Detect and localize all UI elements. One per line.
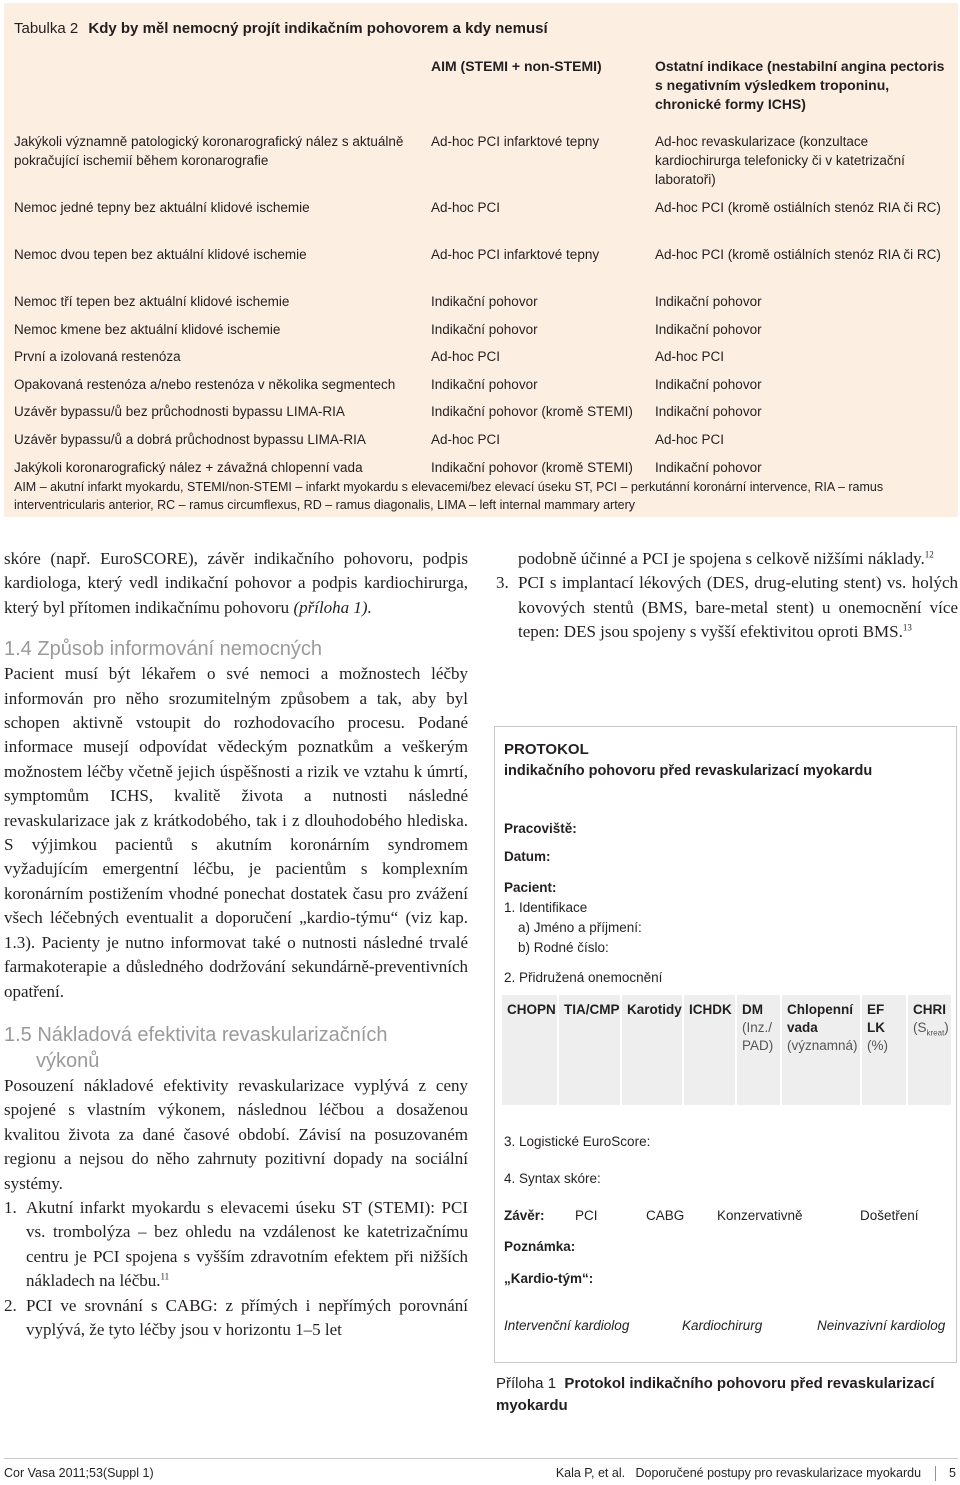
list-item-number: 3.	[496, 573, 509, 593]
table-row	[14, 402, 954, 430]
grid-cell-karotidy	[622, 995, 684, 1105]
table-caption-title: Kdy by měl nemocný projít indikačním pohovorem a kdy nemusí	[88, 20, 548, 37]
field-pracoviste: Pracoviště:	[504, 821, 577, 836]
protocol-title: PROTOKOL	[504, 741, 589, 758]
intro-appendix-ref: (příloha 1).	[293, 597, 372, 617]
grid-label: CHOPN	[507, 1002, 556, 1017]
grid-label: EF LK	[867, 1002, 885, 1035]
table-header-aim: AIM (STEMI + non-STEMI)	[431, 58, 602, 74]
field-rodne-cislo: b) Rodné číslo:	[518, 940, 609, 955]
grid-cell-ichdk	[684, 995, 737, 1105]
reference-number: 11	[160, 1271, 170, 1282]
zaver-option-cabg: CABG	[646, 1208, 685, 1223]
grid-cell-chopn	[502, 995, 559, 1105]
table-cell-other: Indikační pohovor	[655, 321, 762, 337]
table-header-other: Ostatní indikace (nestabilní angina pectoris s negativním výsledkem troponinu, chronické formy ICHS)	[655, 58, 945, 112]
footer-authors: Kala P, et al.	[555, 1466, 626, 1480]
list-item	[4, 1196, 468, 1294]
section-1-4-paragraph: Pacient musí být lékařem o své nemoci a možnostech léčby informován pro něho srozumitelným způsobem a tak, aby byl schopen aktivně vstoupit do rozhodovacího procesu. Podané informace musejí odpovídat vědeckým poznatkům a veškerým možnostem léčby včetně jejich úspěšnosti a rizik ve vztahu k úmrtí, symptomům ICHS, kvalitě života a nutnosti následné revaskularizace jak z krátkodobého, tak i z dlouhodobého hlediska. S výjimkou pacientů s akutním koronárním syndromem vyžadujícím emergentní léčbu, je pacientům s komplexním koronárním postižením vhodné ponechat dostatek času pro zvážení všech léčebných eventualit a doporučení „kardio-týmu“ (viz kap. 1.3). Pacienty je nutno informovat také o nutnosti následné trvalé farmakoterapie a důsledného dodržování sekundárně-preventivních opatření.	[4, 664, 468, 1001]
field-pacient: Pacient:	[504, 880, 557, 895]
grid-cell-dm	[737, 995, 782, 1105]
section-1-5-paragraph: Posouzení nákladové efektivity revaskularizace vyplývá z ceny spojené s vlastním výkonem, následnou léčbou a dosaženou kvalitou života za dané časové období. Závisí na posuzovaném regionu a nejsou do něho zahrnuty pozitivní dopady na sociální systémy.	[4, 1075, 468, 1193]
table-cell-finding: Nemoc kmene bez aktuální klidové ischemie	[14, 321, 281, 337]
section-heading-1-5: 1.5 Nákladová efektivita revaskularizačních	[4, 1023, 388, 1046]
list-item-text: Akutní infarkt myokardu s elevacemi úseku ST (STEMI): PCI vs. trombolýza – bez ohledu na vzdálenost ke katetrizačnímu centru je PCI spojena s vyšším zdravotním efektem při nižších nákladech na léčbu.	[26, 1197, 468, 1291]
table-caption	[14, 20, 548, 37]
list-item-text: PCI ve srovnání s CABG: z přímých i nepřímých porovnání vyplývá, že tyto léčby jsou v horizontu 1–5 let	[26, 1295, 468, 1339]
grid-cell-eflk	[862, 995, 908, 1105]
table-cell-finding: Jakýkoli významně patologický koronarografický nález s aktuálně pokračující ischemií během koronarografie	[14, 134, 404, 168]
field-zaver: Závěr:	[504, 1208, 545, 1223]
table-cell-aim: Ad-hoc PCI	[431, 349, 501, 365]
zaver-option-konzervativne: Konzervativně	[717, 1208, 803, 1223]
table-row	[14, 292, 954, 320]
table-cell-other: Ad-hoc revaskularizace (konzultace kardiochirurga telefonicky či v katetrizační laboratoři)	[655, 134, 905, 187]
appendix-label: Příloha 1	[496, 1375, 557, 1392]
table-cell-finding: Uzávěr bypassu/ů a dobrá průchodnost bypassu LIMA-RIA	[14, 431, 366, 447]
grid-sublabel-part: (S	[913, 1020, 927, 1035]
grid-label: DM	[742, 1002, 763, 1017]
table-row	[14, 347, 954, 375]
field-identifikace: 1. Identifikace	[504, 900, 588, 915]
table-cell-finding: Nemoc jedné tepny bez aktuální klidové ischemie	[14, 200, 310, 215]
table-caption-label: Tabulka 2	[14, 20, 79, 37]
zaver-option-pci: PCI	[575, 1208, 598, 1223]
role-intervencni-kardiolog: Intervenční kardiolog	[504, 1318, 630, 1333]
role-neinvazivni-kardiolog: Neinvazivní kardiolog	[817, 1318, 946, 1333]
table-cell-aim: Indikační pohovor	[431, 376, 538, 392]
footer-divider	[4, 1458, 958, 1459]
field-poznamka: Poznámka:	[504, 1239, 576, 1254]
grid-cell-chlopenni	[782, 995, 862, 1105]
table-cell-finding: Uzávěr bypassu/ů bez průchodnosti bypassu LIMA-RIA	[14, 404, 345, 420]
table-row	[14, 430, 954, 458]
table-cell-other: Indikační pohovor	[655, 376, 762, 392]
zaver-option-doseteni: Došetření	[860, 1208, 919, 1223]
grid-sublabel: (významná)	[787, 1038, 858, 1053]
table-cell-aim: Ad-hoc PCI infarktové tepny	[431, 247, 600, 262]
field-kardio-tym: „Kardio-tým“:	[504, 1271, 594, 1286]
table-row	[14, 320, 954, 348]
grid-sublabel-part: )	[944, 1020, 949, 1035]
table-legend: AIM – akutní infarkt myokardu, STEMI/non-STEMI – infarkt myokardu s elevacemi/bez elevací úseku ST, PCI – perkutánní koronární intervence, RIA – ramus interventricularis anterior, RC – ramus circumflexus, RD – ramus diagonalis, LIMA – left internal mammary artery	[14, 480, 884, 512]
table-cell-other: Ad-hoc PCI (kromě ostiálních stenóz RIA či RC)	[655, 200, 941, 215]
table-row	[14, 375, 954, 403]
grid-label: TIA/CMP	[564, 1002, 620, 1017]
grid-cell-tia	[559, 995, 622, 1105]
footer-citation	[556, 1466, 956, 1481]
table-cell-other: Indikační pohovor	[655, 459, 762, 475]
appendix-title: Protokol indikačního pohovoru před revaskularizací myokardu	[496, 1375, 935, 1414]
table-cell-finding: Opakovaná restenóza a/nebo restenóza v několika segmentech	[14, 376, 396, 392]
table-cell-finding: Jakýkoli koronarografický nález + závažná chlopenní vada	[14, 459, 363, 475]
table-cell-aim: Indikační pohovor	[431, 294, 538, 309]
grid-sublabel-subscript: kreat	[926, 1028, 945, 1038]
list-item-text: podobně účinné a PCI je spojena s celkově nižšími náklady.	[518, 549, 925, 568]
table-cell-finding: Nemoc dvou tepen bez aktuální klidové ischemie	[14, 247, 307, 262]
field-jmeno: a) Jméno a příjmení:	[518, 920, 642, 935]
footer-journal: Cor Vasa 2011;53(Suppl 1)	[4, 1466, 154, 1480]
reference-number: 12	[924, 549, 934, 560]
table-cell-aim: Indikační pohovor (kromě STEMI)	[431, 404, 633, 420]
table-cell-other: Ad-hoc PCI	[655, 431, 725, 447]
table-cell-aim: Indikační pohovor (kromě STEMI)	[431, 459, 633, 475]
grid-sublabel: (Inz./ PAD)	[742, 1020, 774, 1053]
list-item	[4, 1294, 468, 1343]
section-heading-1-4: 1.4 Způsob informování nemocných	[4, 638, 322, 661]
indication-table	[14, 57, 954, 485]
table-cell-aim: Ad-hoc PCI	[431, 431, 501, 447]
intro-paragraph	[4, 547, 468, 620]
table-cell-aim: Indikační pohovor	[431, 321, 538, 337]
table-cell-other: Indikační pohovor	[655, 294, 762, 309]
list-item	[496, 571, 958, 644]
field-syntax: 4. Syntax skóre:	[504, 1171, 601, 1186]
left-column	[4, 547, 468, 1342]
grid-label: CHRI	[913, 1002, 946, 1017]
comorbidity-grid	[502, 995, 951, 1105]
table-cell-finding: První a izolovaná restenóza	[14, 349, 181, 365]
intro-text: skóre (např. EuroSCORE), závěr indikačního pohovoru, podpis kardiologa, který vedl indikační pohovor a podpis kardiochirurga, který byl přítomen indikačnímu pohovoru	[4, 549, 468, 617]
table-cell-finding: Nemoc tří tepen bez aktuální klidové ischemie	[14, 294, 290, 309]
list-item-text: PCI s implantací lékových (DES, drug-eluting stent) vs. holých kovových stentů (BMS, bare-metal stent) u onemocnění více tepen: DES jsou spojeny s vyšší efektivitou oproti BMS.	[518, 573, 958, 642]
list-item-continued	[496, 547, 958, 571]
reference-number: 13	[902, 622, 912, 633]
list-item-number: 2.	[4, 1295, 17, 1315]
table-cell-other: Ad-hoc PCI (kromě ostiálních stenóz RIA či RC)	[655, 247, 941, 262]
field-datum: Datum:	[504, 849, 551, 864]
footer-separator	[935, 1466, 936, 1481]
right-column	[496, 547, 958, 645]
protocol-subtitle: indikačního pohovoru před revaskularizací myokardu	[504, 763, 873, 779]
table-cell-other: Indikační pohovor	[655, 404, 762, 420]
footer-article-title: Doporučené postupy pro revaskularizace myokardu	[635, 1466, 922, 1480]
table-row	[14, 132, 954, 198]
grid-label: ICHDK	[689, 1002, 732, 1017]
page-number: 5	[949, 1466, 956, 1480]
grid-label: Chlopenní vada	[787, 1002, 853, 1035]
section-heading-1-5-cont: výkonů	[36, 1049, 100, 1072]
table-cell-aim: Ad-hoc PCI infarktové tepny	[431, 134, 600, 149]
table-row	[14, 198, 954, 245]
table-row	[14, 245, 954, 292]
appendix-caption	[496, 1373, 958, 1417]
list-item-number: 1.	[4, 1197, 17, 1217]
field-euroscore: 3. Logistické EuroScore:	[504, 1134, 651, 1149]
table-header-row	[14, 57, 954, 132]
table-header-empty	[14, 57, 431, 132]
field-pridruzena-onemocneni: 2. Přidružená onemocnění	[504, 970, 663, 985]
role-kardiochirurg: Kardiochirurg	[682, 1318, 763, 1333]
table-cell-aim: Ad-hoc PCI	[431, 200, 501, 215]
grid-sublabel: (%)	[867, 1038, 888, 1053]
table-cell-other: Ad-hoc PCI	[655, 349, 725, 365]
grid-sublabel	[913, 1019, 949, 1043]
grid-cell-chri	[908, 995, 951, 1105]
grid-label: Karotidy	[627, 1002, 682, 1017]
